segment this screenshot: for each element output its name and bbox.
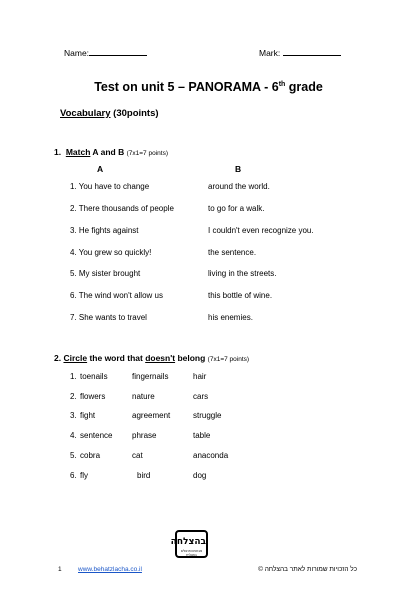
q2-row-number: 1.	[70, 372, 77, 381]
q2-verb: Circle	[63, 353, 88, 363]
q1-row-b: I couldn't even recognize you.	[208, 226, 314, 235]
mark-field	[259, 46, 341, 58]
q1-row-a: 3. He fights against	[70, 226, 139, 235]
behatzlacha-logo	[170, 530, 208, 558]
q1-row-b: around the world.	[208, 182, 270, 191]
q2-word[interactable]: hair	[193, 372, 207, 381]
q2-word[interactable]: fingernails	[132, 372, 169, 381]
name-blank[interactable]	[89, 46, 147, 56]
q2-rest: belong	[175, 353, 208, 363]
q2-number: 2.	[54, 353, 62, 363]
q2-negation: doesn't	[145, 353, 176, 363]
title-main: Test on unit 5 – PANORAMA - 6	[94, 80, 279, 94]
q1-row-a: 6. The wind won't allow us	[70, 291, 163, 300]
q2-word[interactable]: cobra	[80, 451, 101, 460]
q1-row-a: 5. My sister brought	[70, 269, 141, 278]
q2-row-number: 4.	[70, 431, 77, 440]
copyright-notice: כל הזכויות שמורות לאתר בהצלחה ©	[258, 566, 357, 573]
q1-rest: A and B	[90, 147, 127, 157]
q2-word[interactable]: struggle	[193, 411, 222, 420]
q2-word[interactable]: agreement	[132, 411, 171, 420]
q2-word[interactable]: fly	[80, 471, 88, 480]
q2-word[interactable]: phrase	[132, 431, 157, 440]
vocabulary-heading	[60, 108, 159, 119]
q1-instruction	[54, 147, 168, 157]
q1-column-a-header: A	[97, 164, 104, 174]
page-number: 1	[58, 566, 62, 573]
q1-number: 1.	[54, 147, 62, 157]
q2-word[interactable]: anaconda	[193, 451, 229, 460]
q2-row-number: 3.	[70, 411, 77, 420]
q1-row-a: 2. There thousands of people	[70, 204, 174, 213]
q2-word[interactable]: cat	[132, 451, 143, 460]
q2-row-number: 2.	[70, 392, 77, 401]
q2-word[interactable]: sentence	[80, 431, 113, 440]
q2-mid: the word that	[87, 353, 146, 363]
q1-row-b: living in the streets.	[208, 269, 277, 278]
q1-column-b-header: B	[235, 164, 242, 174]
mark-blank[interactable]	[283, 46, 341, 56]
q1-row-b: this bottle of wine.	[208, 291, 273, 300]
q1-row-a: 4. You grew so quickly!	[70, 248, 152, 257]
q2-row-number: 6.	[70, 471, 77, 480]
q1-row-b: his enemies.	[208, 313, 253, 322]
q2-word[interactable]: cars	[193, 392, 209, 401]
q1-row-b: the sentence.	[208, 248, 257, 257]
q1-row-a: 1. You have to change	[70, 182, 150, 191]
q1-points: (7x1=7 points)	[126, 150, 168, 157]
q2-word[interactable]: dog	[193, 471, 207, 480]
q2-word[interactable]: toenails	[80, 372, 108, 381]
page-title	[0, 80, 417, 94]
vocabulary-label: Vocabulary	[60, 108, 111, 119]
site-link[interactable]: www.behatzlacha.co.il	[78, 566, 142, 573]
q2-word[interactable]: table	[193, 431, 211, 440]
name-field	[64, 46, 147, 58]
title-tail: grade	[285, 80, 323, 94]
q2-word[interactable]: flowers	[80, 392, 106, 401]
q1-row-a: 7. She wants to travel	[70, 313, 147, 322]
q2-word[interactable]: nature	[132, 392, 155, 401]
logo-word: בהצלחה	[170, 537, 206, 547]
title-sup: th	[278, 80, 286, 88]
logo-subtitle: מבחנים ותרגולים באנגלית	[180, 549, 203, 557]
q2-row-number: 5.	[70, 451, 77, 460]
q2-word[interactable]: bird	[137, 471, 151, 480]
name-label: Name:	[64, 48, 90, 58]
q2-instruction	[54, 353, 249, 363]
q2-word[interactable]: fight	[80, 411, 96, 420]
mark-label: Mark:	[259, 48, 281, 58]
q2-points: (7x1=7 points)	[207, 356, 250, 363]
vocabulary-points: (30points)	[110, 108, 159, 119]
q1-row-b: to go for a walk.	[208, 204, 265, 213]
q1-verb: Match	[65, 147, 91, 157]
